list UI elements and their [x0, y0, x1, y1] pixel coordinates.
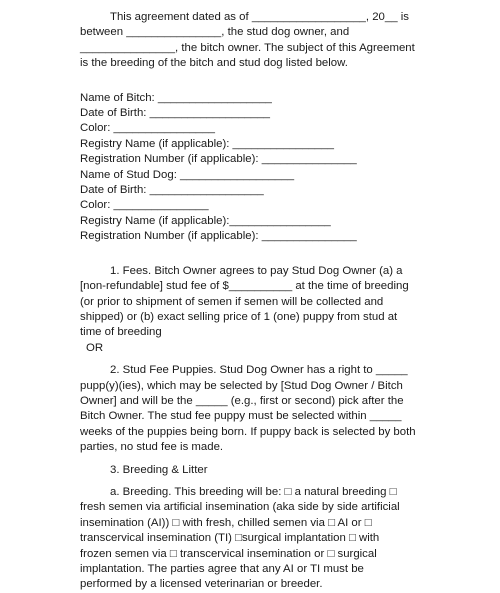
stud-dob-field: Date of Birth: __________________ — [80, 184, 264, 197]
stud-name-field: Name of Stud Dog: __________________ — [80, 168, 295, 181]
dog-fields — [80, 91, 420, 245]
bitch-dob-field: Date of Birth: ___________________ — [80, 107, 271, 120]
section-2-line: 2. Stud Fee Puppies. Stud Dog Owner has a right to _____ — [110, 364, 408, 377]
bitch-name-field: Name of Bitch: __________________ — [80, 91, 272, 104]
section-3-title: 3. Breeding & Litter — [110, 463, 208, 476]
intro-paragraph — [80, 10, 420, 72]
section-1-line: (or prior to shipment of semen if semen will be collected and — [80, 295, 384, 308]
intro-line: _______________, the bitch owner. The subject of this Agreement — [80, 41, 415, 54]
section-1-line: 1. Fees. Bitch Owner agrees to pay Stud Dog Owner (a) a — [110, 264, 403, 277]
section-1-line: shipped) or (b) exact selling price of 1 (one) puppy from stud at — [80, 310, 398, 323]
intro-line: between _______________, the stud dog owner, and — [80, 26, 350, 39]
section-3a-line: a. Breeding. This breeding will be: □ a natural breeding □ — [110, 485, 397, 498]
section-1-fees — [80, 264, 420, 356]
section-2-line: Bitch Owner. The stud fee puppy must be selected within _____ — [80, 410, 402, 423]
agreement-page — [80, 10, 420, 593]
section-3a-line: insemination (AI)) □ with fresh, chilled semen via □ AI or □ — [80, 516, 372, 529]
section-1-line: [non-refundable] stud fee of $__________ at the time of breeding — [80, 280, 409, 293]
section-2-line: Owner] and will be the _____ (e.g., first or second) pick after the — [80, 394, 404, 407]
or-label: OR — [86, 341, 104, 354]
stud-registration-number-field: Registration Number (if applicable): _______________ — [80, 230, 357, 243]
section-3a-line: transcervical insemination (TI) □surgical implantation □ with — [80, 532, 380, 545]
intro-line: This agreement dated as of __________________, 20__ is — [110, 11, 409, 23]
bitch-color-field: Color: ________________ — [80, 122, 215, 135]
section-2-line: parties, no stud fee is made. — [80, 441, 224, 454]
section-2-line: pupp(y)(ies), which may be selected by [Stud Dog Owner / Bitch — [80, 379, 403, 392]
intro-line: is the breeding of the bitch and stud dog listed below. — [80, 57, 348, 70]
stud-registry-name-field: Registry Name (if applicable):________________ — [80, 214, 331, 227]
section-3a-breeding — [80, 485, 420, 593]
section-3a-line: fresh semen via artificial insemination (aka side by side artificial — [80, 501, 400, 514]
stud-color-field: Color: _______________ — [80, 199, 209, 212]
section-2-line: weeks of the puppies being born. If puppy back is selected by both — [80, 425, 416, 438]
bitch-registration-number-field: Registration Number (if applicable): _______________ — [80, 153, 357, 166]
section-2-stud-fee-puppies — [80, 363, 420, 455]
section-1-line: time of breeding — [80, 326, 162, 339]
section-3a-line: frozen semen via □ transcervical insemination or □ surgical — [80, 547, 377, 560]
bitch-registry-name-field: Registry Name (if applicable): ________________ — [80, 137, 334, 150]
section-3-heading — [80, 463, 420, 478]
section-3a-line: performed by a licensed veterinarian or breeder. — [80, 578, 323, 591]
section-3a-line: implantation. The parties agree that any AI or TI must be — [80, 563, 364, 575]
